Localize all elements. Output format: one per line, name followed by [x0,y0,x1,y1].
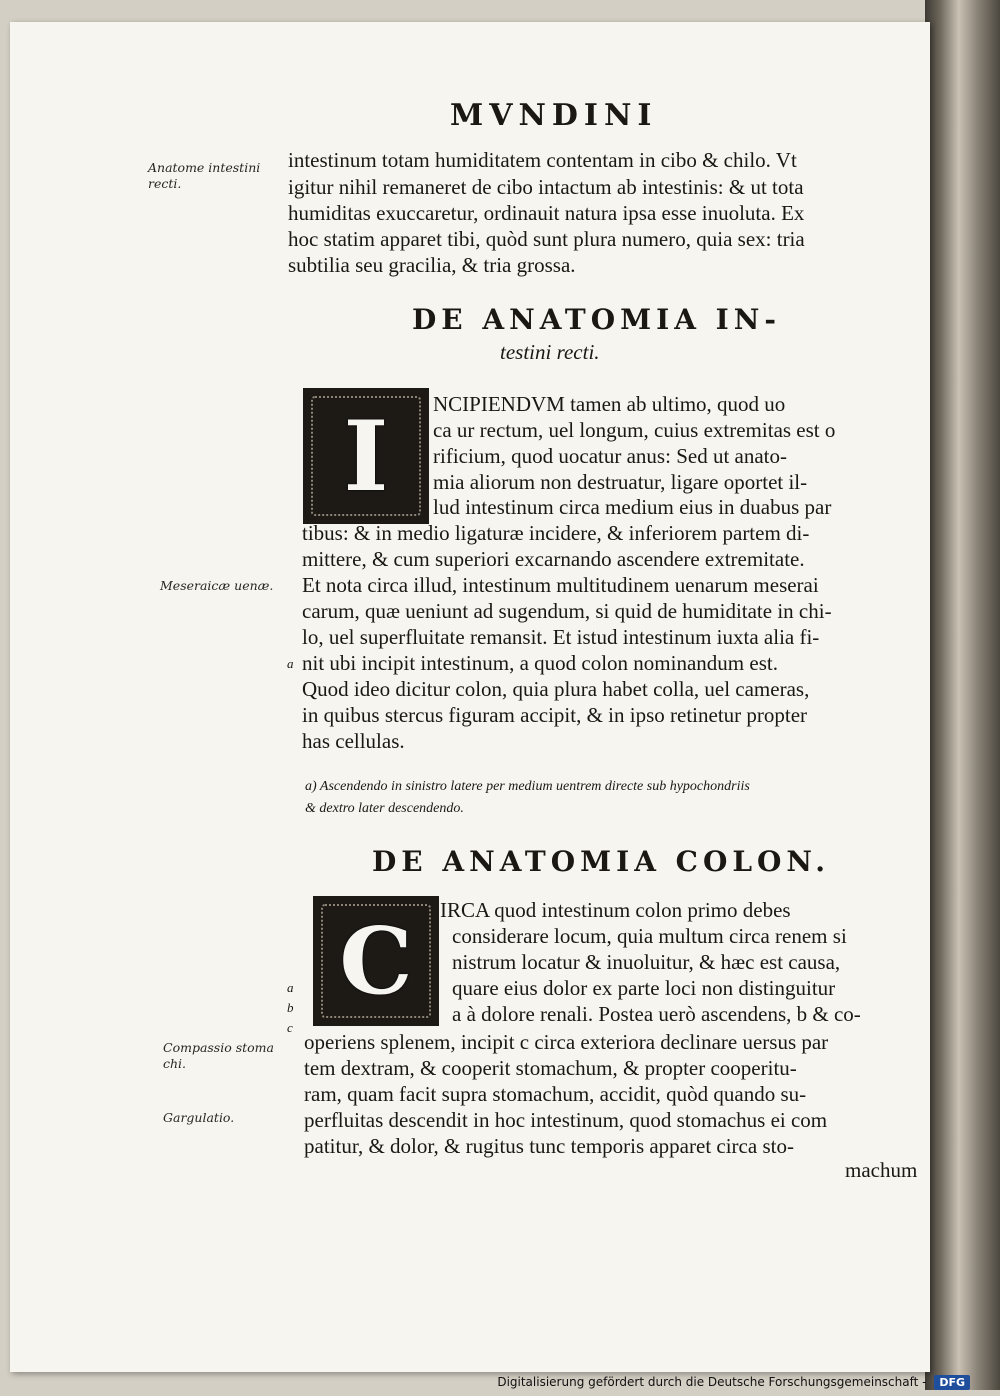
text-line: rificium, quod uocatur anus: Sed ut anato- [433,444,787,468]
text-line: a à dolore renali. Postea uerò ascendens, b & co- [452,1002,861,1026]
margin-note-meseraicae: Meseraicæ uenæ. [160,578,274,593]
marginal-marker: c [287,1020,293,1035]
book-edge [925,0,1000,1390]
text-line: igitur nihil remaneret de cibo intactum ab intestinis: & ut tota [288,175,804,199]
margin-note-compassio: Compassio stoma chi. [163,1040,274,1071]
digitization-credit [497,1375,970,1390]
text-line: intestinum totam humiditatem contentam in cibo & chilo. Vt [288,148,797,172]
text-line: perfluitas descendit in hoc intestinum, quod stomachus ei com [304,1108,828,1132]
text-line: Et nota circa illud, intestinum multitudinem uenarum meserai [302,573,819,597]
text-line: lo, uel superfluitate remansit. Et istud intestinum iuxta alia fi- [302,625,820,649]
text-line: lud intestinum circa medium eius in duabus par [433,495,832,519]
section-heading: DE ANATOMIA IN- [412,303,781,336]
text-line: mia aliorum non destruatur, ligare oportet il- [433,470,808,494]
dfg-logo: DFG [934,1375,970,1390]
text-line: tem dextram, & cooperit stomachum, & propter cooperitu- [304,1056,797,1080]
footnote-line: a) Ascendendo in sinistro latere per medium uentrem directe sub hypochondriis [305,779,750,794]
text-line: operiens splenem, incipit c circa exteriora declinare uersus par [304,1030,829,1054]
text-line: considerare locum, quia multum circa renem si [452,924,847,948]
text-line: nistrum locatur & inuoluitur, & hæc est causa, [452,950,841,974]
decorated-initial-i [303,388,429,524]
text-line: ram, quam facit supra stomachum, accidit, quòd quando su- [304,1082,807,1106]
text-line: nit ubi incipit intestinum, a quod colon nominandum est. [302,651,778,675]
section-subheading: testini recti. [500,340,600,364]
text-line: Quod ideo dicitur colon, quia plura habet colla, uel cameras, [302,677,810,701]
initial-letter: I [343,399,389,513]
text-line: tibus: & in medio ligaturæ incidere, & inferiorem partem di- [302,521,810,545]
marginal-marker: b [287,1000,294,1015]
text-line: NCIPIENDVM tamen ab ultimo, quod uo [433,392,786,416]
marginal-marker: a [287,980,294,995]
text-line: quare eius dolor ex parte loci non distinguitur [452,976,836,1000]
text-line: subtilia seu gracilia, & tria grossa. [288,253,576,277]
section-heading: DE ANATOMIA COLON. [372,845,830,878]
text-line: carum, quæ ueniunt ad sugendum, si quid de humiditate in chi- [302,599,832,623]
decorated-initial-c [313,896,439,1026]
text-line: humiditas exuccaretur, ordinauit natura ipsa esse inuoluta. Ex [288,201,805,225]
text-line: IRCA quod intestinum colon primo debes [440,898,791,922]
text-line: patitur, & dolor, & rugitus tunc temporis apparet circa sto- [304,1134,794,1158]
text-line: mittere, & cum superiori excarnando ascendere extremitate. [302,547,805,571]
margin-note-anatome: Anatome intestini recti. [148,160,261,191]
text-line: has cellulas. [302,729,405,753]
margin-note-gargulatio: Gargulatio. [163,1110,235,1125]
catchword: machum [845,1158,918,1182]
initial-letter: C [339,907,413,1015]
credit-text: Digitalisierung gefördert durch die Deutsche Forschungsgemeinschaft - [497,1375,927,1389]
running-head: MVNDINI [450,98,658,133]
text-line: in quibus stercus figuram accipit, & in ipso retinetur propter [302,703,808,727]
text-line: hoc statim apparet tibi, quòd sunt plura numero, quia sex: tria [288,227,805,251]
footnote-line: & dextro later descendendo. [305,801,464,816]
marginal-marker-a: a [287,656,294,671]
text-line: ca ur rectum, uel longum, cuius extremitas est o [433,418,836,442]
